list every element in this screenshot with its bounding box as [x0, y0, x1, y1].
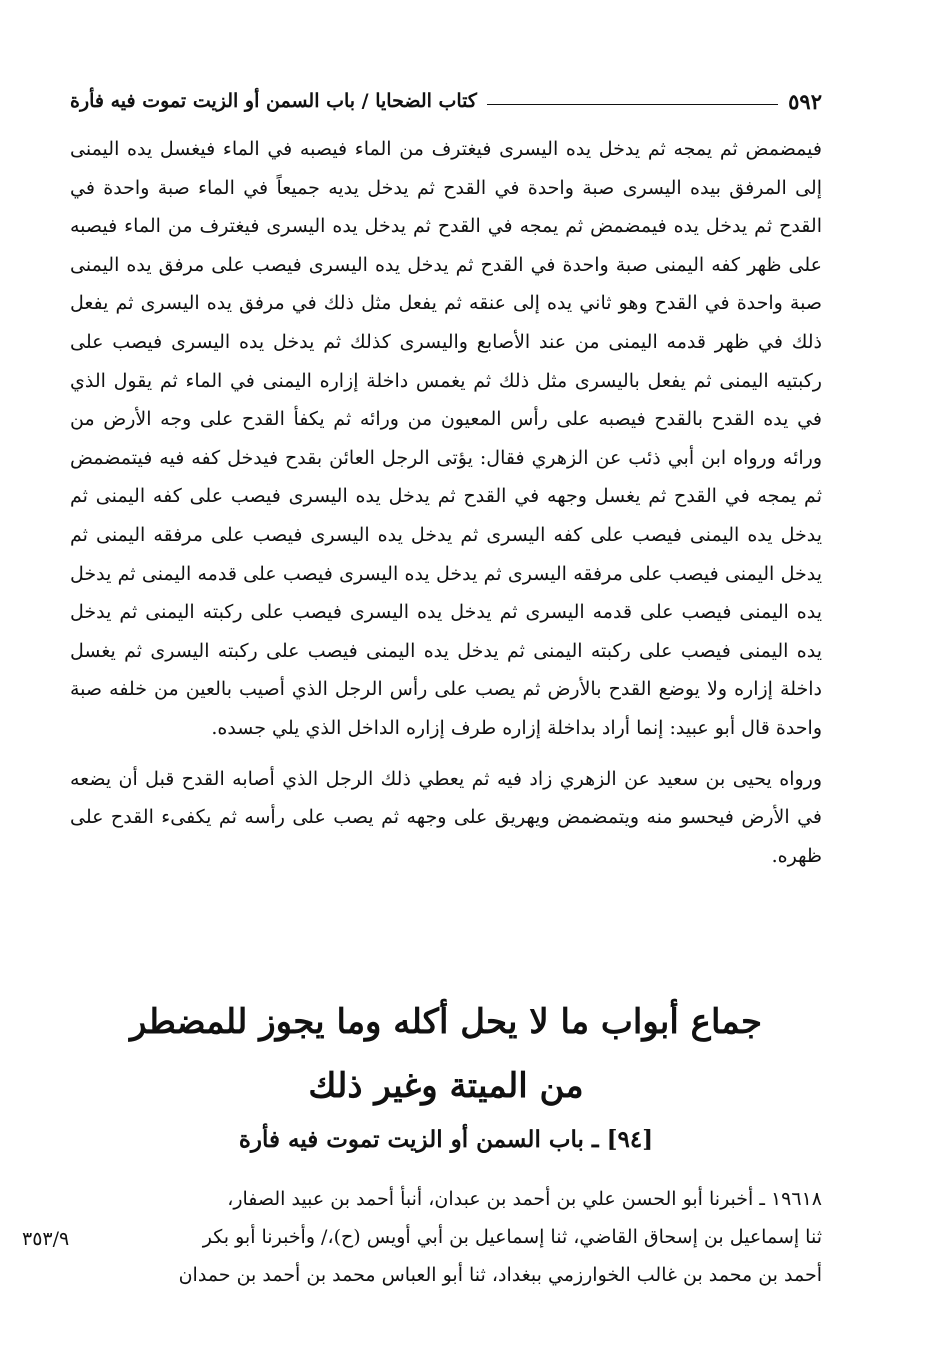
hadith-line: ثنا إسماعيل بن إسحاق القاضي، ثنا إسماعيل بن أبي أويس (ح)،/ وأخبرنا أبو بكر [202, 1226, 822, 1248]
paragraph: ورواه يحيى بن سعيد عن الزهري زاد فيه ثم يعطي ذلك الرجل الذي أصابه القدح قبل أن يضعه في الأرض فيحسو منه ويتمضمض ويهريق على وجهه ثم يصب على رأسه ثم يكفىء القدح على ظهره. [70, 767, 822, 867]
chapter-heading [70, 990, 822, 1118]
section-heading: [٩٤] ـ باب السمن أو الزيت تموت فيه فأرة [238, 1126, 654, 1153]
running-header [70, 84, 822, 118]
page-number: ٥٩٢ [788, 88, 822, 114]
running-title: كتاب الضحايا / باب السمن أو الزيت تموت فيه فأرة [70, 90, 477, 112]
hadith-line: ١٩٦١٨ ـ أخبرنا أبو الحسن علي بن أحمد بن عبدان، أنبأ أحمد بن عبيد الصفار، [227, 1188, 822, 1210]
paragraph: فيمضمض ثم يمجه ثم يدخل يده اليسرى فيغترف من الماء فيصبه في الماء فيغسل يده اليمنى إلى المرفق بيده اليسرى صبة واحدة في القدح ثم يدخل يديه جميعاً في الماء صبة واحدة في القدح ثم يدخل يده فيمضمض ثم يمجه في القدح ثم يدخل يده اليسرى فيغترف من الماء فيصبه على ظهر كفه اليمنى صبة واحدة في القدح ثم يدخل يده اليسرى فيصب على مرفق يده اليمنى صبة واحدة في القدح وهو ثاني يده إلى عنقه ثم يفعل مثل ذلك في مرفق يده اليسرى ثم يفعل ذلك في ظهر قدمه اليمنى من عند الأصابع واليسرى كذلك ثم يدخل يده اليسرى فيصب على ركبتيه اليمنى ثم يفعل باليسرى مثل ذلك ثم يغمس داخلة إزاره اليمنى في الماء ثم يقول الذي في يده القدح بالقدح فيصبه على رأس المعيون من ورائه ثم يكفأ القدح على وجه الأرض من ورائه ورواه ابن أبي ذئب عن الزهري فقال: يؤتى الرجل العائن بقدح فيدخل كفه فيه فيتمضمض ثم يمجه في القدح ثم يغسل وجهه في القدح ثم يدخل يده اليسرى فيصب على كفه اليمنى ثم يدخل يده اليمنى فيصب على كفه اليسرى ثم يدخل يده اليسرى فيصب على مرفقه اليمنى ثم يدخل اليمنى فيصب على مرفقه اليسرى ثم يدخل يده اليسرى فيصب على قدمه اليمنى ثم يدخل يده اليمنى فيصب على قدمه اليسرى ثم يدخل يده اليسرى فيصب على ركبته اليمنى ثم يدخل يده اليمنى فيصب على ركبته اليمنى ثم يدخل يده اليمنى فيصب على ركبته اليسرى ثم يغسل داخلة إزاره ولا يوضع القدح بالأرض ثم يصب على رأس الرجل الذي أصيب بالعين من خلفه صبة واحدة قال أبو عبيد: إنما أراد بداخلة إزاره طرف إزاره الداخل الذي يلي جسده. [70, 138, 822, 739]
header-rule [487, 104, 778, 105]
chapter-heading-line: من الميتة وغير ذلك [308, 1066, 584, 1106]
chapter-heading-line: جماع أبواب ما لا يحل أكله وما يجوز للمضطر [130, 1002, 762, 1042]
hadith-line: أحمد بن محمد بن غالب الخوارزمي ببغداد، ثنا أبو العباس محمد بن أحمد بن حمدان [178, 1264, 822, 1286]
main-text [70, 130, 822, 875]
hadith-text [70, 1180, 822, 1294]
margin-reference: ٣٥٣/٩ [22, 1228, 70, 1250]
